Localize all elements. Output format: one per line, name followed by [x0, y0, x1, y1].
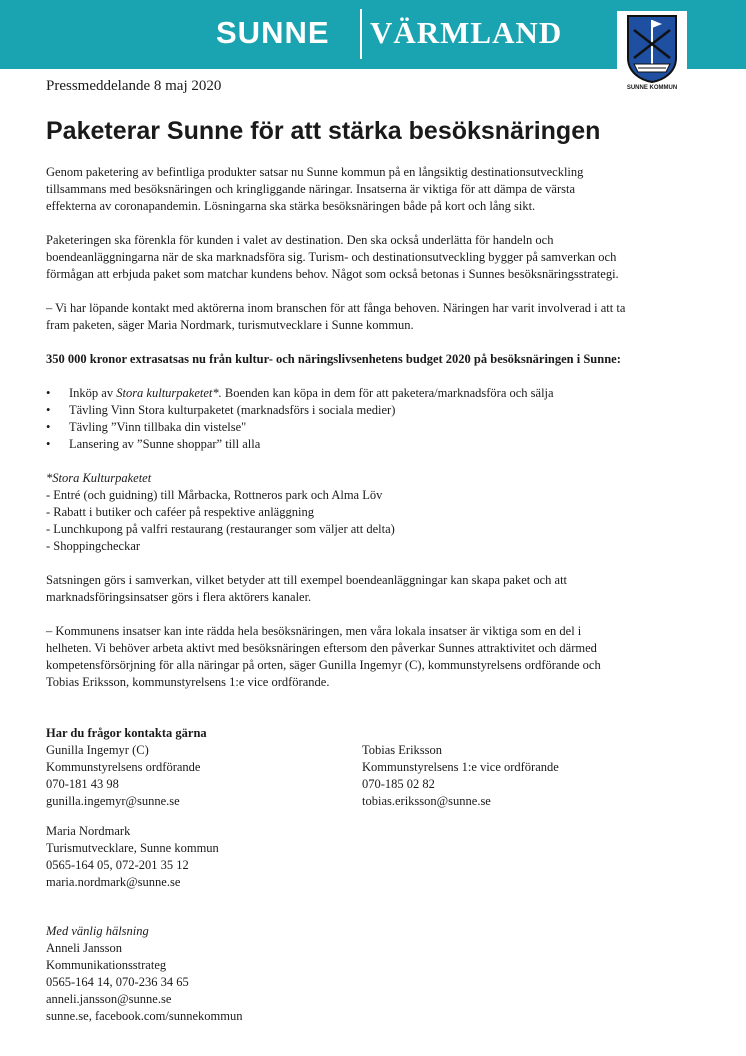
- contact-name: Gunilla Ingemyr (C): [46, 743, 149, 757]
- contact-role: Kommunstyrelsens 1:e vice ordförande: [362, 760, 559, 774]
- contact-email[interactable]: tobias.eriksson@sunne.se: [362, 794, 491, 808]
- signature-links[interactable]: sunne.se, facebook.com/sunnekommun: [46, 1009, 243, 1023]
- contact-phone: 0565-164 05, 072-201 35 12: [46, 858, 189, 872]
- contacts-heading: Har du frågor kontakta gärna: [46, 726, 207, 740]
- signature-name: Anneli Jansson: [46, 941, 123, 955]
- contact-phone: 070-185 02 82: [362, 777, 435, 791]
- initiative-list: [46, 385, 626, 453]
- page-title: Paketerar Sunne för att stärka besöksnäringen: [46, 117, 601, 145]
- list-item: • Tävling ”Vinn tillbaka din vistelse": [46, 420, 247, 434]
- list-item: • Lansering av ”Sunne shoppar” till alla: [46, 437, 261, 451]
- bullet-icon: •: [46, 437, 51, 451]
- contact-name: Maria Nordmark: [46, 824, 131, 838]
- closing-greeting: Med vänlig hälsning: [46, 924, 149, 938]
- brand-divider: [360, 9, 362, 59]
- bullet-icon: •: [46, 386, 51, 400]
- bullet-icon: •: [46, 403, 51, 417]
- contact-email[interactable]: maria.nordmark@sunne.se: [46, 875, 181, 889]
- coat-of-arms-icon: [626, 14, 678, 84]
- paragraph: Satsningen görs i samverkan, vilket betyder att till exempel boendeanläggningar kan skapa paket och att marknadsföringsinsatser görs i flera aktörers kanaler.: [46, 573, 568, 604]
- budget-heading: 350 000 kronor extrasatsas nu från kultur- och näringslivsenhetens budget 2020 på besöksnäringen i Sunne:: [46, 352, 621, 366]
- contact-role: Turismutvecklare, Sunne kommun: [46, 841, 219, 855]
- contact-card: [362, 742, 642, 810]
- signature-role: Kommunikationsstrateg: [46, 958, 167, 972]
- article-body: [46, 164, 626, 708]
- contact-role: Kommunstyrelsens ordförande: [46, 760, 201, 774]
- municipal-crest: [617, 11, 687, 97]
- paragraph: – Vi har löpande kontakt med aktörerna inom branschen för att fånga behoven. Näringen har varit involverad i att ta fram paketen, säger Maria Nordmark, turismutvecklare i Sunne kommun.: [46, 301, 626, 332]
- closing-signature: [46, 923, 446, 1025]
- contact-card: [46, 742, 346, 810]
- signature-email[interactable]: anneli.jansson@sunne.se: [46, 992, 172, 1006]
- contact-phone: 070-181 43 98: [46, 777, 119, 791]
- paragraph: Paketeringen ska förenkla för kunden i valet av destination. Den ska också underlätta för handeln och boendeanläggningarna när de ska marknadsföra sig. Turism- och destinationsutveckling bygger på samverkan och förmågan att erbjuda paket som matchar kundens behov. Något som också betonas i Sunnes besöksnäringsstrategi.: [46, 233, 619, 281]
- package-item: - Entré (och guidning) till Mårbacka, Rottneros park och Alma Löv: [46, 488, 383, 502]
- contact-name: Tobias Eriksson: [362, 743, 443, 757]
- brand-varmland: VÄRMLAND: [370, 15, 563, 50]
- crest-caption: SUNNE KOMMUN: [626, 85, 678, 91]
- paragraph: – Kommunens insatser kan inte rädda hela besöksnäringen, men våra lokala insatser är viktiga som en del i helheten. Vi behöver arbeta aktivt med besöksnäringen eftersom den påverkar Sunnes attraktivitet och därmed kompetensförsörjning för alla näringar på orten, säger Gunilla Ingemyr (C), kommunstyrelsens ordförande och Tobias Eriksson, kommunstyrelsens 1:e vice ordförande.: [46, 624, 601, 689]
- list-item: • Inköp av Stora kulturpaketet*. Boenden kan köpa in dem för att paketera/marknadsföra och sälja: [46, 386, 554, 400]
- contact-card: [46, 823, 346, 891]
- contacts-section: [46, 725, 646, 889]
- package-heading: *Stora Kulturpaketet: [46, 471, 152, 485]
- signature-phone: 0565-164 14, 070-236 34 65: [46, 975, 189, 989]
- package-block: [46, 470, 626, 555]
- contact-email[interactable]: gunilla.ingemyr@sunne.se: [46, 794, 180, 808]
- package-item: - Rabatt i butiker och caféer på respektive anläggning: [46, 505, 314, 519]
- package-item: - Lunchkupong på valfri restaurang (restauranger som väljer att delta): [46, 522, 395, 536]
- paragraph: Genom paketering av befintliga produkter satsar nu Sunne kommun på en långsiktig destinationsutveckling tillsammans med besöksnäringen och kringliggande näringar. Insatserna är viktiga för att dämpa de värsta effekterna av coronapandemin. Lösningarna ska stärka besöksnäringen både på kort och lång sikt.: [46, 165, 584, 213]
- bullet-icon: •: [46, 420, 51, 434]
- press-release-date: Pressmeddelande 8 maj 2020: [46, 78, 222, 94]
- brand-sunne: SUNNE: [216, 15, 330, 50]
- list-item: • Tävling Vinn Stora kulturpaketet (marknadsförs i sociala medier): [46, 403, 396, 417]
- package-item: - Shoppingcheckar: [46, 539, 141, 553]
